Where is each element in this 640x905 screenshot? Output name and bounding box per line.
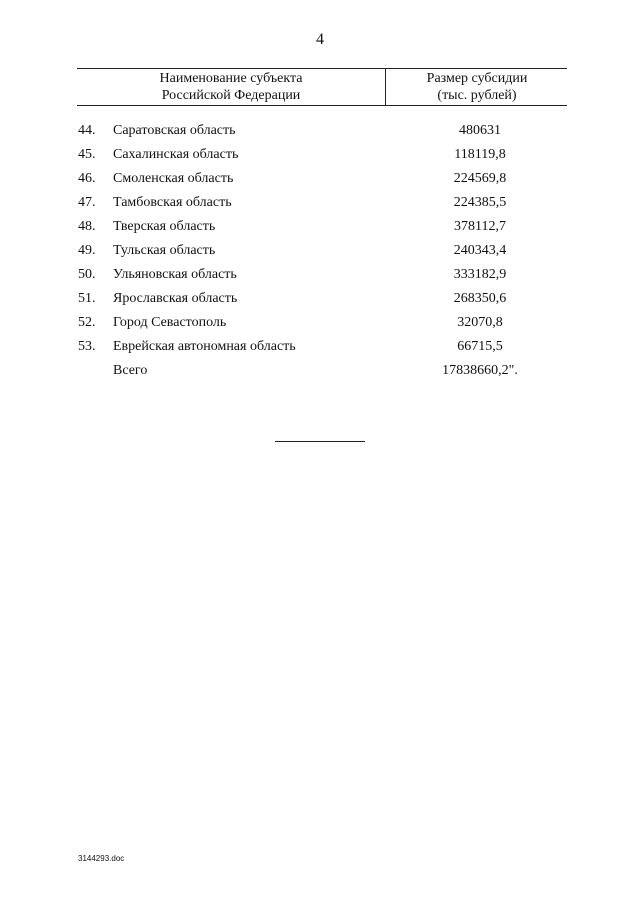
header-subject-name xyxy=(77,69,385,105)
row-number: 44. xyxy=(78,123,96,138)
table-row xyxy=(0,337,640,361)
row-amount: 240343,4 xyxy=(453,243,507,258)
table-row xyxy=(0,265,640,289)
row-number: 53. xyxy=(78,339,96,354)
table-row xyxy=(0,313,640,337)
total-label: Всего xyxy=(113,363,148,378)
header-subsidy-amount-line2: (тыс. рублей) xyxy=(437,88,517,103)
table-header xyxy=(77,68,567,106)
table-row xyxy=(0,169,640,193)
row-amount: 378112,7 xyxy=(454,219,506,234)
row-number: 49. xyxy=(78,243,96,258)
row-number: 51. xyxy=(78,291,96,306)
row-number: 48. xyxy=(78,219,96,234)
row-region-name: Тамбовская область xyxy=(113,195,232,210)
table-body xyxy=(0,121,640,385)
row-region-name: Саратовская область xyxy=(113,123,236,138)
row-amount: 66715,5 xyxy=(457,339,503,354)
row-amount: 480631 xyxy=(459,123,501,138)
table-row xyxy=(0,289,640,313)
row-number: 46. xyxy=(78,171,96,186)
row-number: 45. xyxy=(78,147,96,162)
row-number: 50. xyxy=(78,267,96,282)
table-row xyxy=(0,193,640,217)
row-region-name: Тверская область xyxy=(113,219,216,234)
header-subsidy-amount-line1: Размер субсидии xyxy=(426,71,528,86)
table-row xyxy=(0,145,640,169)
row-region-name: Еврейская автономная область xyxy=(113,339,296,354)
header-subject-name-line2: Российской Федерации xyxy=(161,88,301,103)
row-amount: 32070,8 xyxy=(457,315,503,330)
row-region-name: Ярославская область xyxy=(113,291,238,306)
row-region-name: Тульская область xyxy=(113,243,216,258)
row-amount: 118119,8 xyxy=(454,147,506,162)
header-subsidy-amount xyxy=(385,69,568,105)
table-row xyxy=(0,217,640,241)
table-total-row xyxy=(0,361,640,385)
document-file-id: 3144293.doc xyxy=(78,854,125,863)
row-number: 52. xyxy=(78,315,96,330)
row-amount: 333182,9 xyxy=(453,267,507,282)
total-amount: 17838660,2". xyxy=(442,363,518,378)
row-amount: 268350,6 xyxy=(453,291,507,306)
row-amount: 224569,8 xyxy=(453,171,507,186)
row-amount: 224385,5 xyxy=(453,195,507,210)
row-number: 47. xyxy=(78,195,96,210)
table-row xyxy=(0,121,640,145)
page-number: 4 xyxy=(316,31,324,48)
row-region-name: Смоленская область xyxy=(113,171,234,186)
table-row xyxy=(0,241,640,265)
row-region-name: Город Севастополь xyxy=(113,315,227,330)
header-subject-name-line1: Наименование субъекта xyxy=(159,71,303,86)
row-region-name: Сахалинская область xyxy=(113,147,239,162)
row-region-name: Ульяновская область xyxy=(113,267,237,282)
end-of-document-rule xyxy=(275,441,365,442)
